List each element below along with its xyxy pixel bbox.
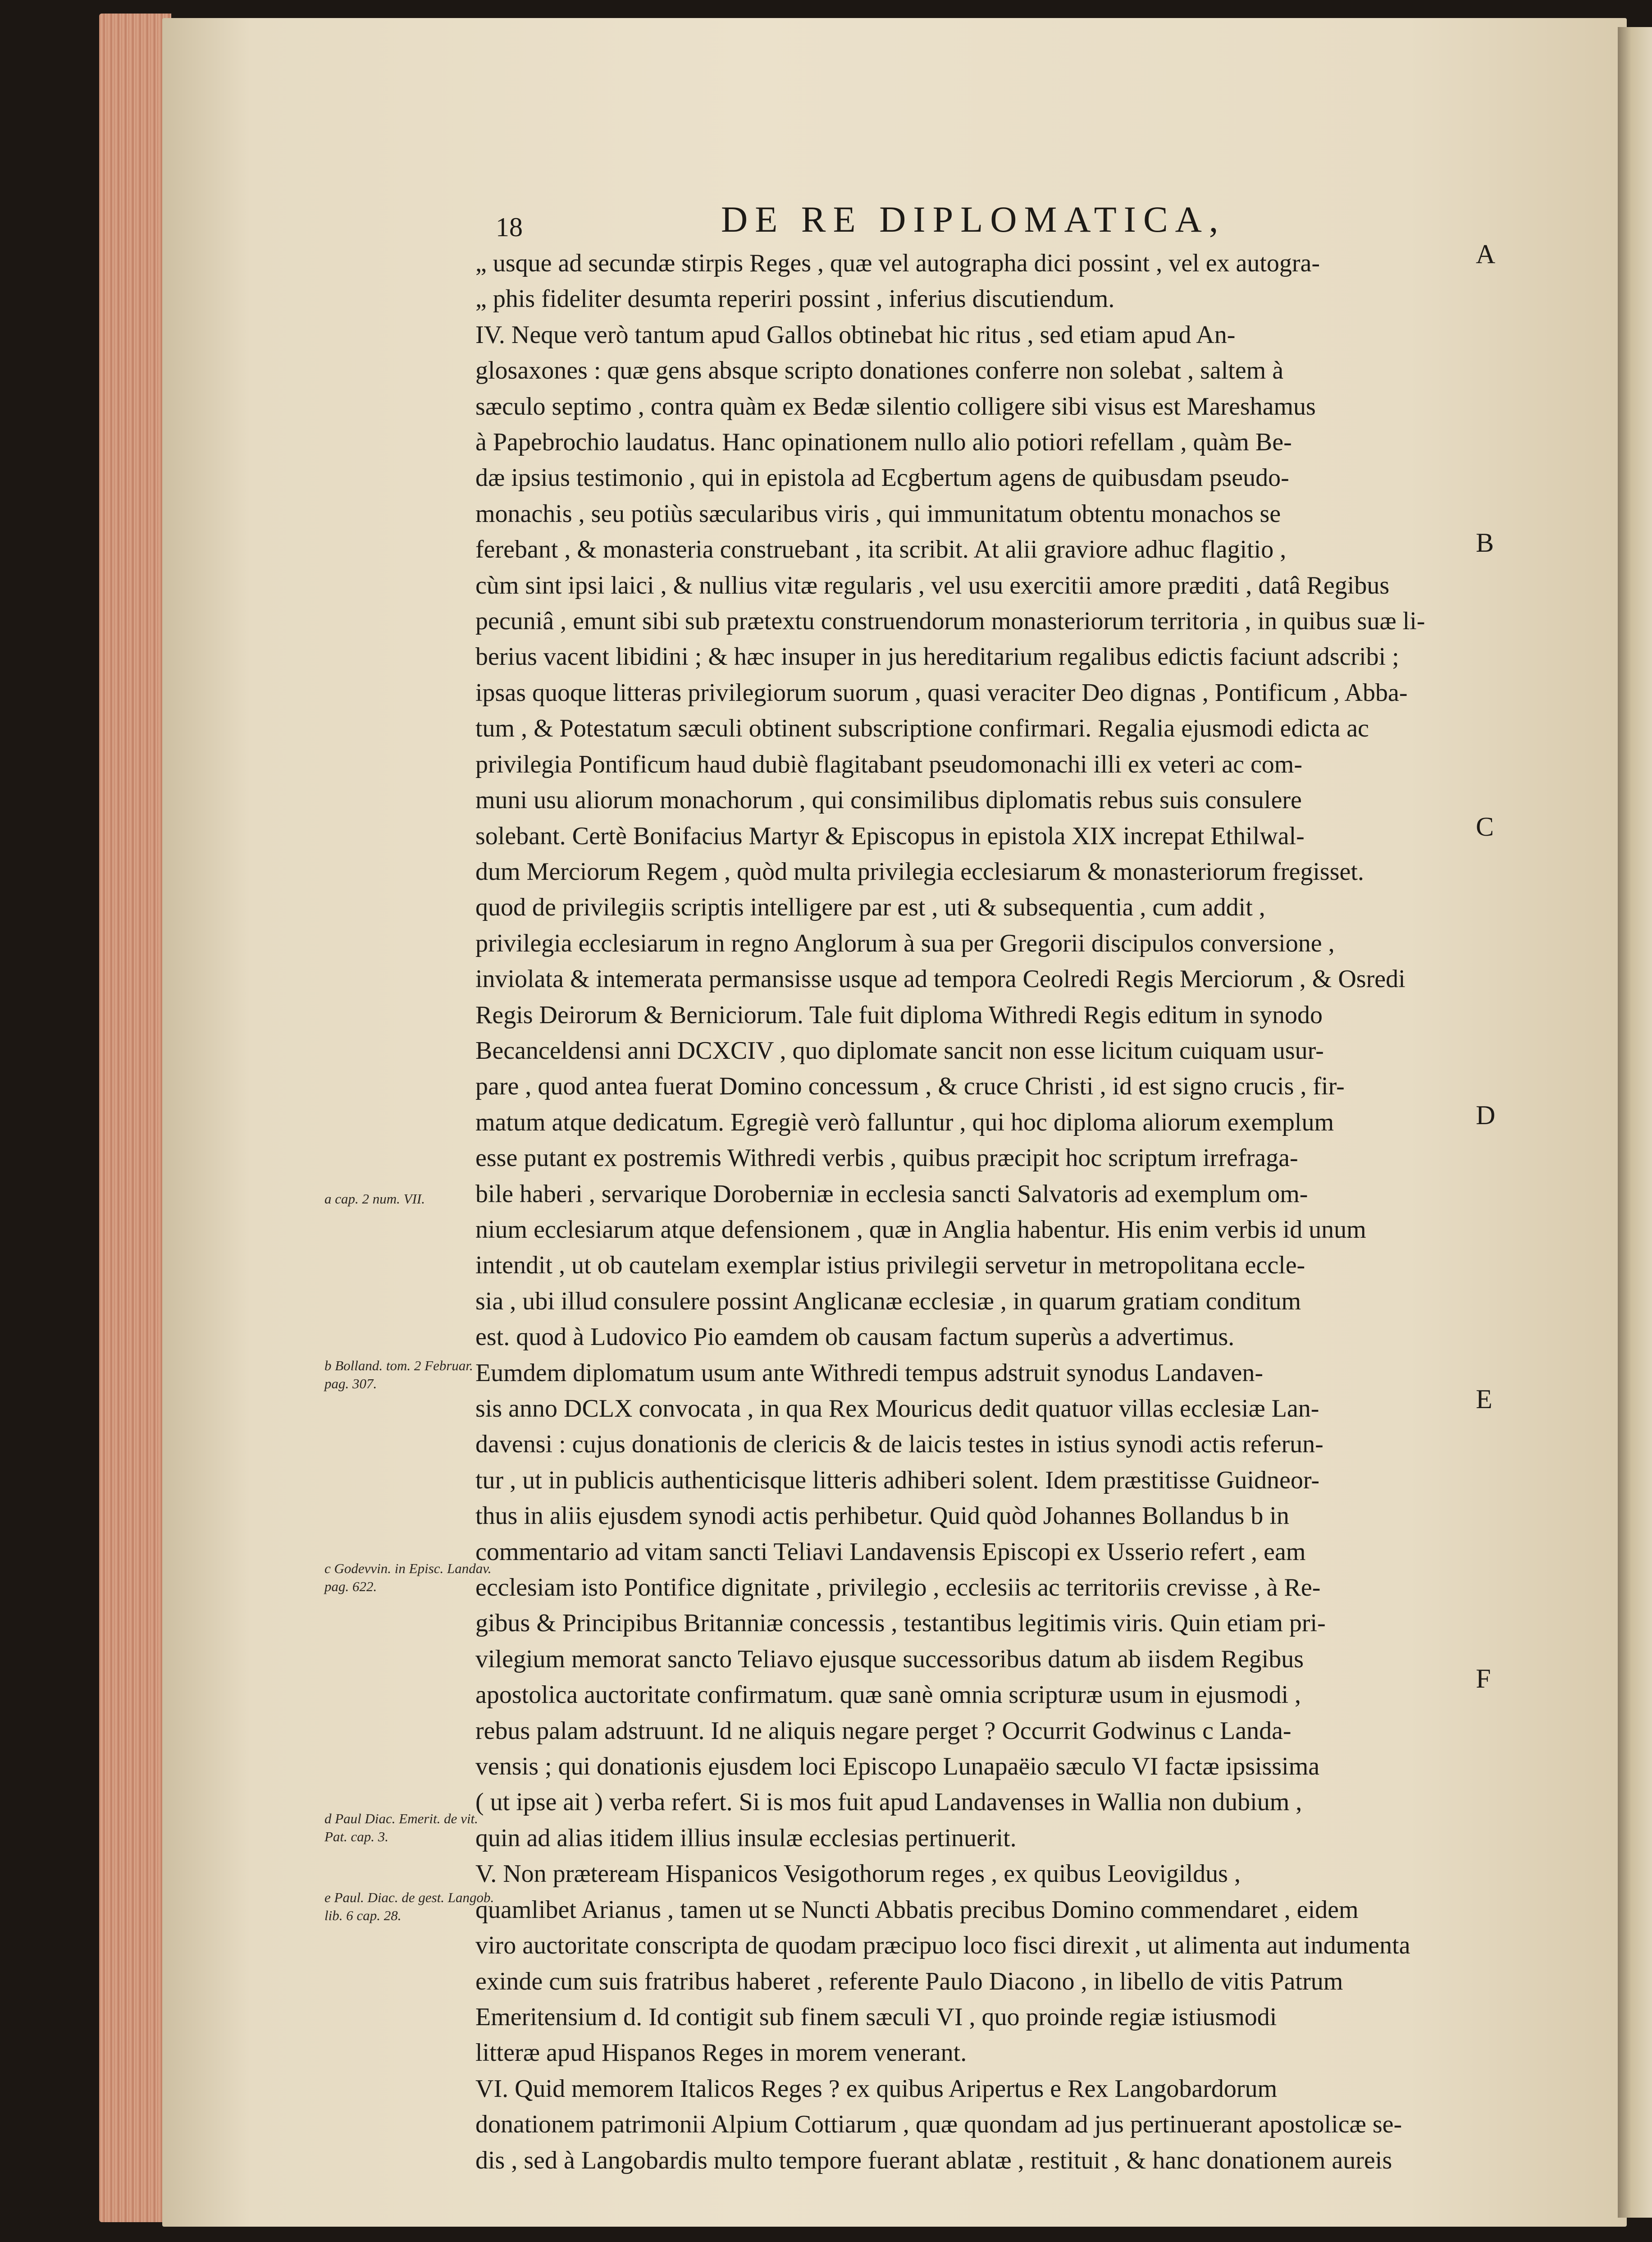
text-line: matum atque dedicatum. Egregiè verò falluntur , qui hoc diploma aliorum exemplum xyxy=(475,1108,1334,1136)
text-line: cùm sint ipsi laici , & nullius vitæ regularis , vel usu exercitii amore præditi , datâ Regibus xyxy=(475,571,1390,599)
text-line: Becanceldensi anni DCXCIV , quo diplomate sancit non esse licitum cuiquam usur- xyxy=(475,1036,1324,1065)
text-line: V. Non præteream Hispanicos Vesigothorum reges , ex quibus Leovigildus , xyxy=(475,1860,1241,1888)
page-edge-stack xyxy=(99,14,171,2222)
text-line: nium ecclesiarum atque defensionem , quæ in Anglia habentur. His enim verbis id unum xyxy=(475,1215,1366,1244)
section-letter: B xyxy=(1476,528,1494,558)
text-line: IV. Neque verò tantum apud Gallos obtinebat hic ritus , sed etiam apud An- xyxy=(475,320,1236,349)
text-line: est. quod à Ludovico Pio eamdem ob causam factum superùs a advertimus. xyxy=(475,1323,1235,1351)
page-number: 18 xyxy=(496,212,523,242)
text-line: dæ ipsius testimonio , qui in epistola ad Ecgbertum agens de quibusdam pseudo- xyxy=(475,464,1289,492)
text-line: donationem patrimonii Alpium Cottiarum , quæ quondam ad jus pertinuerant apostolicæ se- xyxy=(475,2110,1402,2139)
text-line: à Papebrochio laudatus. Hanc opinationem nullo alio potiori refellam , quàm Be- xyxy=(475,428,1292,457)
text-line: „ phis fideliter desumta reperiri possint , inferius discutiendum. xyxy=(475,285,1115,313)
text-line: quamlibet Arianus , tamen ut se Nuncti Abbatis precibus Domino commendaret , eidem xyxy=(475,1895,1359,1924)
text-line: quod de privilegiis scriptis intelligere par est , uti & subsequentia , cum addit , xyxy=(475,893,1265,922)
main-text xyxy=(475,246,1465,2178)
margin-note: a cap. 2 num. VII. xyxy=(324,1191,425,1207)
text-line: Regis Deirorum & Berniciorum. Tale fuit diploma Withredi Regis editum in synodo xyxy=(475,1001,1323,1029)
text-line: glosaxones : quæ gens absque scripto donationes conferre non solebat , saltem à xyxy=(475,357,1284,385)
margin-note: d Paul Diac. Emerit. de vit. Pat. cap. 3. xyxy=(324,1811,478,1844)
text-line: davensi : cujus donationis de clericis & de laicis testes in istius synodi actis referun- xyxy=(475,1430,1323,1459)
text-line: tur , ut in publicis authenticisque litteris adhiberi solent. Idem præstitisse Guidneor- xyxy=(475,1466,1319,1494)
text-line: ( ut ipse ait ) verba refert. Si is mos fuit apud Landavenses in Wallia non dubium , xyxy=(475,1788,1302,1816)
text-line: viro auctoritate conscripta de quodam præcipuo loco fisci direxit , ut alimenta aut indumenta xyxy=(475,1931,1410,1960)
text-line: inviolata & intemerata permansisse usque ad tempora Ceolredi Regis Merciorum , & Osredi xyxy=(475,965,1406,993)
text-line: rebus palam adstruunt. Id ne aliquis negare perget ? Occurrit Godwinus c Landa- xyxy=(475,1716,1291,1745)
text-line: pare , quod antea fuerat Domino concessum , & cruce Christi , id est signo crucis , fir- xyxy=(475,1072,1345,1101)
facing-page-edge xyxy=(1618,27,1652,2218)
text-line: vensis ; qui donationis ejusdem loci Episcopo Lunapaëio sæculo VI factæ ipsissima xyxy=(475,1752,1320,1781)
section-letter: E xyxy=(1476,1384,1492,1414)
text-line: muni usu aliorum monachorum , qui consimilibus diplomatis rebus suis consulere xyxy=(475,786,1302,814)
text-line: sæculo septimo , contra quàm ex Bedæ silentio colligere sibi visus est Mareshamus xyxy=(475,392,1316,421)
section-letter: F xyxy=(1476,1664,1491,1693)
section-letter: D xyxy=(1476,1100,1496,1130)
text-line: esse putant ex postremis Withredi verbis , quibus præcipit hoc scriptum irrefraga- xyxy=(475,1144,1298,1172)
text-line: sia , ubi illud consulere possint Anglicanæ ecclesiæ , in quarum gratiam conditum xyxy=(475,1287,1301,1315)
text-line: vilegium memorat sancto Teliavo ejusque successoribus datum ab iisdem Regibus xyxy=(475,1645,1304,1673)
text-line: berius vacent libidini ; & hæc insuper in jus hereditarium regalibus edictis faciunt adscribi ; xyxy=(475,643,1399,671)
text-line: „ usque ad secundæ stirpis Reges , quæ vel autographa dici possint , vel ex autogra- xyxy=(475,249,1320,277)
text-line: privilegia Pontificum haud dubiè flagitabant pseudomonachi illi ex veteri ac com- xyxy=(475,750,1303,778)
section-letter: C xyxy=(1476,812,1494,842)
section-letter: A xyxy=(1476,239,1496,269)
text-line: dis , sed à Langobardis multo tempore fuerant ablatæ , restituit , & hanc donationem aureis xyxy=(475,2146,1392,2174)
text-line: gibus & Principibus Britanniæ concessis , testantibus legitimis viris. Quin etiam pri- xyxy=(475,1609,1326,1638)
text-line: quin ad alias itidem illius insulæ ecclesias pertinuerit. xyxy=(475,1824,1017,1852)
text-line: ipsas quoque litteras privilegiorum suorum , quasi veraciter Deo dignas , Pontificum , Abba- xyxy=(475,678,1408,707)
text-line: VI. Quid memorem Italicos Reges ? ex quibus Aripertus e Rex Langobardorum xyxy=(475,2074,1278,2103)
text-line: dum Merciorum Regem , quòd multa privilegia ecclesiarum & monasteriorum fregisset. xyxy=(475,857,1364,886)
text-line: ferebant , & monasteria construebant , ita scribit. At alii graviore adhuc flagitio , xyxy=(475,535,1287,564)
text-line: thus in aliis ejusdem synodi actis perhibetur. Quid quòd Johannes Bollandus b in xyxy=(475,1502,1289,1530)
text-line: Eumdem diplomatum usum ante Withredi tempus adstruit synodus Landaven- xyxy=(475,1359,1263,1387)
text-line: apostolica auctoritate confirmatum. quæ sanè omnia scripturæ usum in ejusmodi , xyxy=(475,1681,1301,1709)
text-line: intendit , ut ob cautelam exemplar istius privilegii servetur in metropolitana eccle- xyxy=(475,1251,1305,1280)
margin-note: e Paul. Diac. de gest. Langob. lib. 6 cap. 28. xyxy=(324,1890,494,1923)
text-line: litteræ apud Hispanos Reges in morem venerant. xyxy=(475,2039,967,2067)
text-line: privilegia ecclesiarum in regno Anglorum à sua per Gregorii discipulos conversione , xyxy=(475,929,1335,957)
text-line: tum , & Potestatum sæculi obtinent subscriptione confirmari. Regalia ejusmodi edicta ac xyxy=(475,714,1369,743)
text-line: sis anno DCLX convocata , in qua Rex Mouricus dedit quatuor villas ecclesiæ Lan- xyxy=(475,1395,1319,1423)
text-line: exinde cum suis fratribus haberet , referente Paulo Diacono , in libello de vitis Patrum xyxy=(475,1967,1343,1995)
text-line: Emeritensium d. Id contigit sub finem sæculi VI , quo proinde regiæ istiusmodi xyxy=(475,2003,1277,2031)
margin-note: c Godevvin. in Episc. Landav. pag. 622. xyxy=(324,1560,492,1594)
text-line: commentario ad vitam sancti Teliavi Landavensis Episcopi ex Usserio refert , eam xyxy=(475,1537,1306,1566)
running-title: DE RE DIPLOMATICA, xyxy=(721,199,1226,240)
margin-note: b Bolland. tom. 2 Februar. pag. 307. xyxy=(324,1358,473,1391)
text-line: bile haberi , servarique Doroberniæ in ecclesia sancti Salvatoris ad exemplum om- xyxy=(475,1180,1308,1208)
text-line: monachis , seu potiùs sæcularibus viris , qui immunitatum obtentu monachos se xyxy=(475,499,1281,528)
text-line: solebant. Certè Bonifacius Martyr & Episcopus in epistola XIX increpat Ethilwal- xyxy=(475,822,1305,850)
text-line: pecuniâ , emunt sibi sub prætextu construendorum monasteriorum territoria , in quibus suæ li- xyxy=(475,607,1425,636)
running-header xyxy=(496,198,1289,248)
text-line: ecclesiam isto Pontifice dignitate , privilegio , ecclesiis ac territoriis crevisse , à Re- xyxy=(475,1574,1321,1602)
